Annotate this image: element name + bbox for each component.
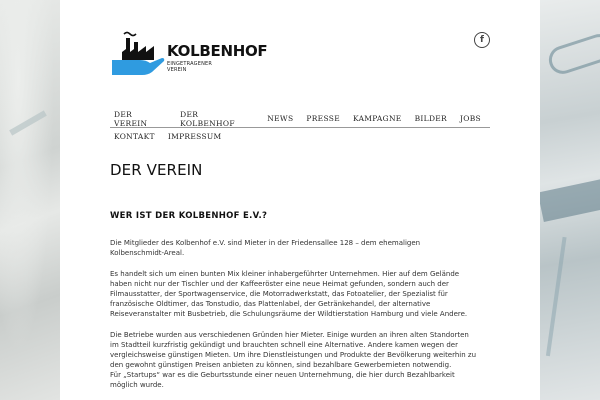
section-title: WER IST DER KOLBENHOF E.V.? — [110, 211, 268, 221]
nav-item-news[interactable]: NEWS — [267, 114, 294, 123]
nav-item-jobs[interactable]: JOBS — [459, 114, 481, 123]
background-decoration — [540, 178, 600, 222]
nav-item-der-kolbenhof[interactable]: DER KOLBENHOF — [180, 109, 235, 128]
facebook-icon[interactable]: f — [474, 32, 490, 48]
logo-wordmark: KOLBENHOF — [167, 42, 268, 60]
background-decoration — [545, 30, 600, 77]
site-logo[interactable] — [110, 30, 268, 80]
nav-row-primary — [110, 110, 490, 127]
main-navigation — [110, 110, 490, 145]
background-left-image — [0, 0, 60, 400]
main-content — [60, 0, 540, 400]
nav-item-kontakt[interactable]: KONTAKT — [114, 132, 155, 141]
logo-subtitle: EINGETRAGENER VEREIN — [167, 61, 213, 73]
paragraph-tenants: Es handelt sich um einen bunten Mix kleiner inhabergeführter Unternehmen. Hier auf dem Gelände haben nicht nur der Tischler und der Kaffeeröster eine neue Heimat gefunden, sondern auch der Filmausstatter, der Sportwagenservice, die Motorradwerkstatt, das Fotoatelier, der Spezialist für französische Oldtimer, das Tonstudio, das Plattenlabel, der Getränkehandel, der alternative Reiseveranstalter mit Busbetrieb, die Schulungsräume der Wildtierstation Hamburg und viele Andere. — [110, 270, 468, 318]
nav-item-impressum[interactable]: IMPRESSUM — [167, 132, 222, 141]
nav-row-secondary — [110, 128, 490, 145]
nav-item-bilder[interactable]: BILDER — [414, 114, 447, 123]
nav-item-presse[interactable]: PRESSE — [306, 114, 340, 123]
background-right-image — [540, 0, 600, 400]
paragraph-intro: Die Mitglieder des Kolbenhof e.V. sind Mieter in der Friedensallee 128 – dem ehemaligen Kolbenschmidt-Areal. — [110, 239, 421, 257]
factory-hand-logo-icon — [110, 30, 166, 80]
nav-item-kampagne[interactable]: KAMPAGNE — [352, 114, 402, 123]
page-title: DER VEREIN — [110, 161, 203, 179]
paragraph-reasons: Die Betriebe wurden aus verschiedenen Gründen hier Mieter. Einige wurden an ihren alten Standorten im Stadtteil kurzfristig gekündigt und brauchten schnell eine Alternative. Andere kamen wegen der vergleichsweise günstigen Mieten. Um ihre Dienstleistungen und Produkte der Bevölkerung weiterhin zu den gewohnt günstigen Preisen anbieten zu können, sind bezahlbare Gewerbemieten notwendig. Für „Startups“ war es die Geburtsstunde einer neuen Unternehmung, die hier durch Bezahlbarkeit möglich wurde. — [110, 331, 477, 389]
background-decoration — [9, 110, 47, 135]
background-decoration — [546, 237, 600, 363]
nav-item-der-verein[interactable]: DER VEREIN — [114, 109, 148, 128]
